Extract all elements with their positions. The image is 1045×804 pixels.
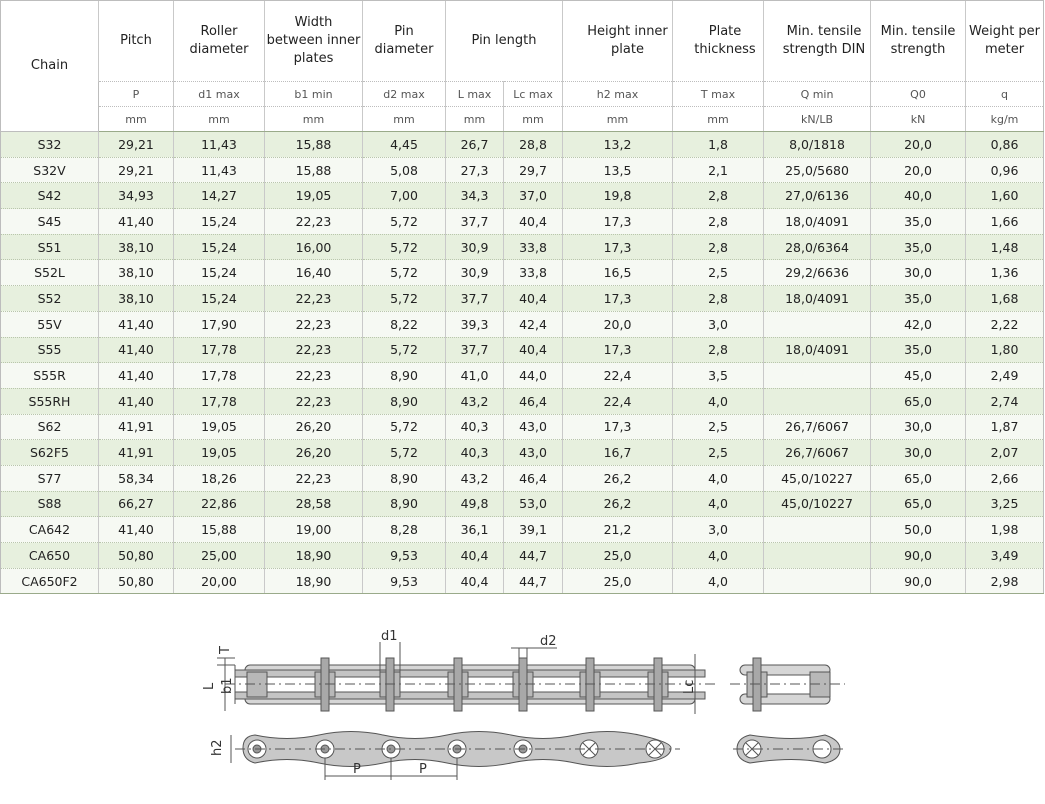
table-cell: 13,5	[563, 157, 673, 183]
unit-cell: mm	[446, 107, 504, 132]
table-cell: 45,0	[871, 363, 966, 389]
table-cell: 1,87	[966, 414, 1044, 440]
label-lc: Lc	[682, 679, 697, 694]
table-cell: 2,5	[673, 414, 764, 440]
table-cell: 37,0	[504, 183, 563, 209]
table-row	[1, 183, 1044, 209]
header-pin-length: Pin length	[446, 1, 563, 82]
chain-name-cell: CA650	[1, 543, 99, 569]
chain-top-view	[217, 642, 715, 714]
table-cell: 7,00	[363, 183, 446, 209]
unit-cell: mm	[363, 107, 446, 132]
table-cell: 11,43	[174, 132, 265, 158]
table-cell: 20,0	[563, 311, 673, 337]
table-cell: 1,68	[966, 286, 1044, 312]
table-cell: 5,72	[363, 209, 446, 235]
table-cell: 40,4	[446, 568, 504, 594]
table-cell: 58,34	[99, 465, 174, 491]
table-cell: 26,7/6067	[764, 414, 871, 440]
table-cell: 2,8	[673, 209, 764, 235]
label-p2: P	[419, 762, 427, 777]
table-cell: 30,9	[446, 234, 504, 260]
table-cell: 2,98	[966, 568, 1044, 594]
table-cell: 17,3	[563, 414, 673, 440]
table-cell: 45,0/10227	[764, 465, 871, 491]
table-cell: 1,60	[966, 183, 1044, 209]
unit-cell: kN/LB	[764, 107, 871, 132]
chain-side-end-view	[733, 735, 845, 763]
table-cell: 20,00	[174, 568, 265, 594]
table-cell: 22,86	[174, 491, 265, 517]
table-cell: 29,21	[99, 157, 174, 183]
table-cell: 19,05	[265, 183, 363, 209]
table-cell: 3,0	[673, 311, 764, 337]
table-cell: 22,23	[265, 337, 363, 363]
table-cell: 65,0	[871, 388, 966, 414]
table-cell: 41,40	[99, 337, 174, 363]
symbol-cell: Q0	[871, 82, 966, 107]
table-row	[1, 234, 1044, 260]
table-cell: 17,3	[563, 234, 673, 260]
table-cell: 18,26	[174, 465, 265, 491]
symbol-cell: T max	[673, 82, 764, 107]
table-cell: 20,0	[871, 132, 966, 158]
table-cell: 50,80	[99, 568, 174, 594]
label-b1: b1	[220, 677, 235, 694]
table-cell: 22,23	[265, 286, 363, 312]
table-cell: 25,00	[174, 543, 265, 569]
table-cell: 29,7	[504, 157, 563, 183]
table-cell: 4,0	[673, 388, 764, 414]
table-cell: 26,20	[265, 414, 363, 440]
label-h2: h2	[210, 739, 225, 756]
table-row	[1, 286, 1044, 312]
symbol-cell: L max	[446, 82, 504, 107]
table-cell: 19,8	[563, 183, 673, 209]
table-cell: 41,40	[99, 388, 174, 414]
table-body	[1, 132, 1044, 594]
symbol-cell: d1 max	[174, 82, 265, 107]
table-cell: 45,0/10227	[764, 491, 871, 517]
table-cell: 16,00	[265, 234, 363, 260]
table-cell: 15,88	[265, 132, 363, 158]
table-cell: 2,22	[966, 311, 1044, 337]
table-cell: 22,23	[265, 465, 363, 491]
table-cell: 5,72	[363, 234, 446, 260]
table-cell: 41,40	[99, 363, 174, 389]
unit-cell: mm	[174, 107, 265, 132]
table-cell: 17,90	[174, 311, 265, 337]
chain-name-cell: S52L	[1, 260, 99, 286]
table-cell: 43,0	[504, 440, 563, 466]
symbol-cell: Q min	[764, 82, 871, 107]
table-cell: 37,7	[446, 209, 504, 235]
table-cell: 22,23	[265, 363, 363, 389]
table-cell: 29,21	[99, 132, 174, 158]
table-cell: 1,48	[966, 234, 1044, 260]
table-cell	[764, 311, 871, 337]
table-row	[1, 388, 1044, 414]
table-cell: 49,8	[446, 491, 504, 517]
table-cell: 43,0	[504, 414, 563, 440]
table-cell: 18,0/4091	[764, 209, 871, 235]
table-cell: 2,49	[966, 363, 1044, 389]
table-cell: 17,78	[174, 388, 265, 414]
unit-cell: mm	[99, 107, 174, 132]
table-cell: 22,23	[265, 311, 363, 337]
table-cell: 15,24	[174, 234, 265, 260]
symbol-cell: q	[966, 82, 1044, 107]
table-cell: 41,40	[99, 311, 174, 337]
table-cell: 43,2	[446, 388, 504, 414]
table-cell: 1,36	[966, 260, 1044, 286]
header-weight: Weight per meter	[966, 1, 1044, 82]
table-cell: 4,0	[673, 543, 764, 569]
chain-name-cell: CA650F2	[1, 568, 99, 594]
table-cell: 30,9	[446, 260, 504, 286]
table-cell: 28,58	[265, 491, 363, 517]
table-cell: 65,0	[871, 491, 966, 517]
table-row	[1, 517, 1044, 543]
table-cell: 18,90	[265, 543, 363, 569]
chain-name-cell: S62	[1, 414, 99, 440]
table-cell: 2,8	[673, 183, 764, 209]
chain-name-cell: S51	[1, 234, 99, 260]
table-cell: 19,05	[174, 414, 265, 440]
table-cell: 8,28	[363, 517, 446, 543]
chain-name-cell: S32V	[1, 157, 99, 183]
table-cell: 37,7	[446, 337, 504, 363]
table-cell: 41,91	[99, 414, 174, 440]
table-cell: 5,72	[363, 414, 446, 440]
chain-name-cell: S32	[1, 132, 99, 158]
table-cell: 11,43	[174, 157, 265, 183]
table-cell: 43,2	[446, 465, 504, 491]
header-plate-thickness: Plate thickness	[673, 1, 764, 82]
chain-name-cell: S55R	[1, 363, 99, 389]
table-cell: 40,4	[504, 337, 563, 363]
table-cell	[764, 543, 871, 569]
table-cell: 25,0	[563, 543, 673, 569]
table-cell: 28,0/6364	[764, 234, 871, 260]
table-cell: 3,0	[673, 517, 764, 543]
table-cell: 40,4	[504, 286, 563, 312]
table-cell: 44,7	[504, 568, 563, 594]
unit-cell: mm	[563, 107, 673, 132]
table-cell: 16,5	[563, 260, 673, 286]
table-cell: 8,90	[363, 491, 446, 517]
table-cell: 90,0	[871, 568, 966, 594]
table-cell	[764, 363, 871, 389]
table-cell: 17,3	[563, 209, 673, 235]
table-cell: 30,0	[871, 440, 966, 466]
table-cell: 9,53	[363, 568, 446, 594]
table-cell: 41,91	[99, 440, 174, 466]
table-cell: 90,0	[871, 543, 966, 569]
table-cell: 2,74	[966, 388, 1044, 414]
table-cell: 46,4	[504, 465, 563, 491]
label-t: T	[218, 646, 233, 654]
table-cell: 18,0/4091	[764, 286, 871, 312]
table-cell: 2,5	[673, 440, 764, 466]
table-cell: 19,00	[265, 517, 363, 543]
table-cell: 40,4	[504, 209, 563, 235]
table-cell: 1,8	[673, 132, 764, 158]
table-cell: 2,8	[673, 286, 764, 312]
table-cell: 38,10	[99, 234, 174, 260]
table-cell: 3,49	[966, 543, 1044, 569]
table-cell: 35,0	[871, 209, 966, 235]
table-row	[1, 543, 1044, 569]
table-cell: 15,24	[174, 209, 265, 235]
table-cell: 8,22	[363, 311, 446, 337]
table-cell: 19,05	[174, 440, 265, 466]
table-cell: 66,27	[99, 491, 174, 517]
label-p1: P	[353, 762, 361, 777]
table-cell: 8,0/1818	[764, 132, 871, 158]
table-cell: 0,86	[966, 132, 1044, 158]
table-cell: 8,90	[363, 465, 446, 491]
table-cell: 15,88	[174, 517, 265, 543]
symbol-cell: d2 max	[363, 82, 446, 107]
header-tensile: Min. tensile strength	[871, 1, 966, 82]
table-cell: 40,3	[446, 414, 504, 440]
table-row	[1, 157, 1044, 183]
table-cell: 44,7	[504, 543, 563, 569]
table-cell: 17,78	[174, 363, 265, 389]
table-cell: 8,90	[363, 363, 446, 389]
table-cell: 1,66	[966, 209, 1044, 235]
table-row	[1, 414, 1044, 440]
table-cell: 26,2	[563, 491, 673, 517]
table-row	[1, 260, 1044, 286]
table-cell: 29,2/6636	[764, 260, 871, 286]
table-cell: 14,27	[174, 183, 265, 209]
chain-name-cell: S77	[1, 465, 99, 491]
table-cell: 30,0	[871, 414, 966, 440]
table-cell: 35,0	[871, 337, 966, 363]
table-cell	[764, 388, 871, 414]
label-d1: d1	[381, 629, 398, 644]
header-chain: Chain	[1, 1, 99, 132]
table-row	[1, 132, 1044, 158]
table-cell: 26,20	[265, 440, 363, 466]
table-cell: 25,0/5680	[764, 157, 871, 183]
table-cell: 33,8	[504, 260, 563, 286]
unit-cell: mm	[265, 107, 363, 132]
chain-side-view	[231, 732, 680, 781]
table-cell: 35,0	[871, 234, 966, 260]
table-cell: 5,72	[363, 337, 446, 363]
table-cell: 4,45	[363, 132, 446, 158]
table-cell: 42,0	[871, 311, 966, 337]
table-cell: 22,4	[563, 388, 673, 414]
table-cell: 34,3	[446, 183, 504, 209]
table-cell: 4,0	[673, 491, 764, 517]
table-cell: 3,25	[966, 491, 1044, 517]
table-cell: 53,0	[504, 491, 563, 517]
symbol-cell: h2 max	[563, 82, 673, 107]
unit-cell: kN	[871, 107, 966, 132]
table-cell: 37,7	[446, 286, 504, 312]
table-cell: 16,7	[563, 440, 673, 466]
table-cell: 18,90	[265, 568, 363, 594]
table-row	[1, 311, 1044, 337]
chain-end-view	[730, 658, 845, 711]
header-height: Height inner plate	[563, 1, 673, 82]
header-pin-diameter: Pin diameter	[363, 1, 446, 82]
table-cell: 22,23	[265, 209, 363, 235]
chain-name-cell: S55	[1, 337, 99, 363]
table-cell: 20,0	[871, 157, 966, 183]
table-cell: 17,3	[563, 337, 673, 363]
table-cell: 3,5	[673, 363, 764, 389]
unit-cell: kg/m	[966, 107, 1044, 132]
table-cell: 5,72	[363, 440, 446, 466]
header-roller-diameter: Roller diameter	[174, 1, 265, 82]
chain-name-cell: S55RH	[1, 388, 99, 414]
table-cell: 27,3	[446, 157, 504, 183]
table-cell: 26,7	[446, 132, 504, 158]
table-cell: 26,7/6067	[764, 440, 871, 466]
table-cell: 36,1	[446, 517, 504, 543]
table-cell: 17,78	[174, 337, 265, 363]
table-cell: 34,93	[99, 183, 174, 209]
table-cell: 41,40	[99, 209, 174, 235]
table-cell: 27,0/6136	[764, 183, 871, 209]
table-cell: 13,2	[563, 132, 673, 158]
table-cell: 30,0	[871, 260, 966, 286]
unit-cell: mm	[673, 107, 764, 132]
table-row	[1, 491, 1044, 517]
header-width: Width between inner plates	[265, 1, 363, 82]
table-row	[1, 363, 1044, 389]
table-cell: 1,80	[966, 337, 1044, 363]
table-row	[1, 440, 1044, 466]
symbol-row	[1, 82, 1044, 107]
table-row	[1, 337, 1044, 363]
chain-name-cell: S45	[1, 209, 99, 235]
table-cell: 38,10	[99, 260, 174, 286]
table-cell: 35,0	[871, 286, 966, 312]
table-cell: 38,10	[99, 286, 174, 312]
table-cell: 9,53	[363, 543, 446, 569]
table-cell: 40,4	[446, 543, 504, 569]
table-cell: 39,3	[446, 311, 504, 337]
table-cell: 17,3	[563, 286, 673, 312]
table-cell: 2,07	[966, 440, 1044, 466]
table-cell: 50,80	[99, 543, 174, 569]
table-cell	[764, 517, 871, 543]
table-cell: 44,0	[504, 363, 563, 389]
header-pitch: Pitch	[99, 1, 174, 82]
chain-name-cell: 55V	[1, 311, 99, 337]
table-row	[1, 568, 1044, 594]
chain-name-cell: S42	[1, 183, 99, 209]
header-tensile-din: Min. tensile strength DIN	[764, 1, 871, 82]
table-cell: 42,4	[504, 311, 563, 337]
table-cell: 5,08	[363, 157, 446, 183]
table-cell: 2,1	[673, 157, 764, 183]
header-row	[1, 1, 1044, 82]
table-cell: 39,1	[504, 517, 563, 543]
unit-cell: mm	[504, 107, 563, 132]
table-cell: 1,98	[966, 517, 1044, 543]
table-cell: 2,8	[673, 234, 764, 260]
table-cell: 25,0	[563, 568, 673, 594]
table-cell: 28,8	[504, 132, 563, 158]
symbol-cell: P	[99, 82, 174, 107]
chain-name-cell: S52	[1, 286, 99, 312]
table-cell: 50,0	[871, 517, 966, 543]
chain-diagram	[195, 620, 855, 790]
chain-name-cell: S62F5	[1, 440, 99, 466]
table-cell: 26,2	[563, 465, 673, 491]
table-cell: 22,4	[563, 363, 673, 389]
table-cell: 0,96	[966, 157, 1044, 183]
table-row	[1, 209, 1044, 235]
table-cell: 15,24	[174, 286, 265, 312]
chain-name-cell: S88	[1, 491, 99, 517]
table-cell: 65,0	[871, 465, 966, 491]
table-cell: 46,4	[504, 388, 563, 414]
table-cell: 15,88	[265, 157, 363, 183]
table-cell: 16,40	[265, 260, 363, 286]
table-cell: 40,0	[871, 183, 966, 209]
table-cell: 18,0/4091	[764, 337, 871, 363]
table-cell: 4,0	[673, 465, 764, 491]
table-cell: 40,3	[446, 440, 504, 466]
table-cell: 41,0	[446, 363, 504, 389]
table-cell: 21,2	[563, 517, 673, 543]
table-row	[1, 465, 1044, 491]
table-cell: 5,72	[363, 286, 446, 312]
unit-row	[1, 107, 1044, 132]
label-d2: d2	[540, 634, 557, 649]
table-cell: 5,72	[363, 260, 446, 286]
table-cell: 8,90	[363, 388, 446, 414]
table-cell: 2,66	[966, 465, 1044, 491]
symbol-cell: Lc max	[504, 82, 563, 107]
table-cell: 2,5	[673, 260, 764, 286]
chain-name-cell: CA642	[1, 517, 99, 543]
table-cell: 4,0	[673, 568, 764, 594]
table-cell: 33,8	[504, 234, 563, 260]
table-cell: 41,40	[99, 517, 174, 543]
symbol-cell: b1 min	[265, 82, 363, 107]
label-l: L	[202, 682, 217, 690]
table-cell: 15,24	[174, 260, 265, 286]
table-cell: 22,23	[265, 388, 363, 414]
table-cell	[764, 568, 871, 594]
table-cell: 2,8	[673, 337, 764, 363]
